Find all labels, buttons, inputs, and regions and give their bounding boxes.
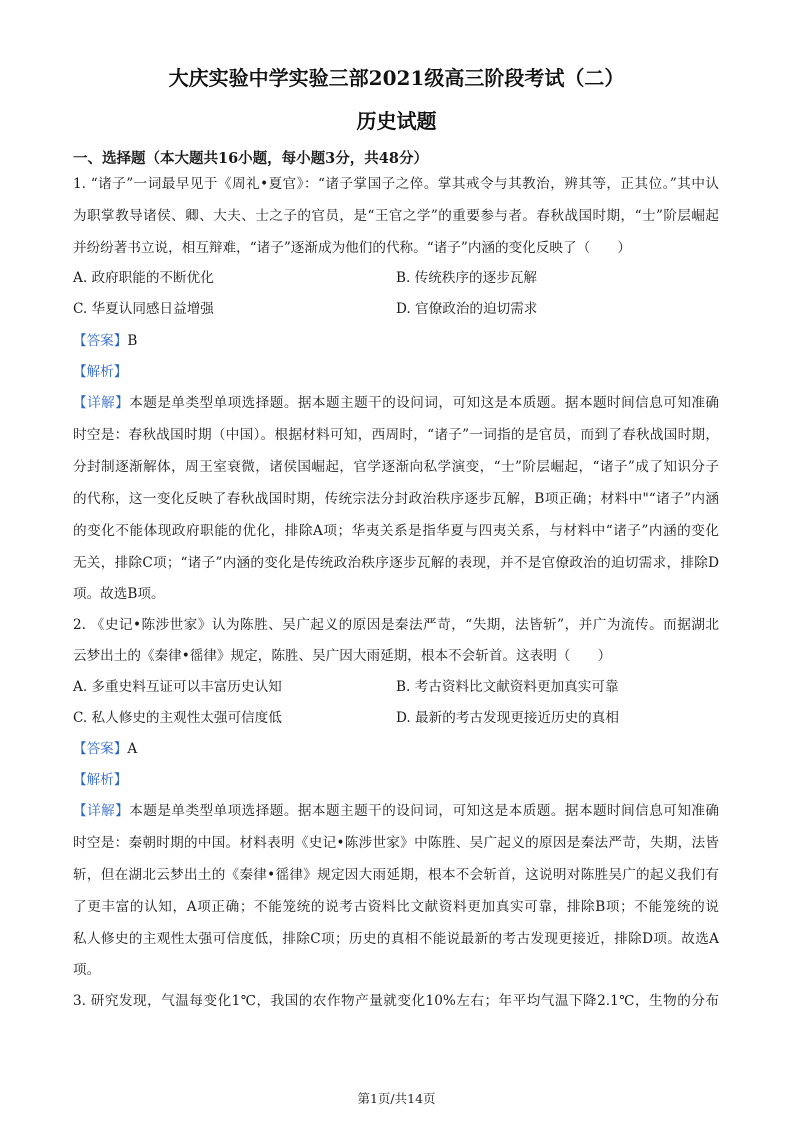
detail-tag: 【详解】: [73, 803, 130, 819]
q1-stem-line: 为职掌教导诸侯、卿、大夫、士之子的官员，是“王官之学”的重要参与者。春秋战国时期，“士”阶层崛起: [73, 208, 719, 224]
q1-detail-line: 的代称，这一变化反映了春秋战国时期，传统宗法分封政治秩序逐步瓦解，B项正确；材料中"“诸子”内涵: [73, 491, 719, 507]
q1-detail-line: 【详解】本题是单类型单项选择题。据本题主题干的设问词，可知这是本质题。据本题时间信息可知准确: [73, 395, 720, 411]
q2-analysis-tag: 【解析】: [73, 772, 128, 788]
q2-option-c: C. 私人修史的主观性太强可信度低: [73, 710, 282, 726]
q2-option-d: D. 最新的考古发现更接近历史的真相: [396, 710, 619, 726]
q3-stem-line: 3. 研究发现，气温每变化1℃，我国的农作物产量就变化10%左右；年平均气温下降2.1℃，生物的分布: [73, 993, 719, 1009]
q1-stem-line: 并纷纷著书立说，相互辩难，“诸子”逐渐成为他们的代称。“诸子”内涵的变化反映了（ ）: [73, 240, 631, 256]
q1-option-b: B. 传统秩序的逐步瓦解: [396, 270, 537, 286]
q2-option-b: B. 考古资料比文献资料更加真实可靠: [396, 679, 619, 695]
q1-detail-line: 项。故选B项。: [73, 586, 165, 602]
q1-detail-line: 时空是：春秋战国时期（中国）。根据材料可知，西周时，“诸子”一词指的是官员，而到了春秋战国时期，: [73, 427, 719, 443]
q1-detail-line: 的变化不能体现政府职能的优化，排除A项；华夷关系是指华夏与四夷关系，与材料中“诸子”内涵的变化: [73, 523, 719, 539]
answer-tag: 【答案】: [73, 333, 128, 349]
q2-detail-line: 了更丰富的认知，A项正确；不能笼统的说考古资料比文献资料更加真实可靠，排除B项；不能笼统的说: [73, 899, 719, 915]
page-number: 第1页/共14页: [357, 1091, 436, 1106]
q2-detail-line: 【详解】本题是单类型单项选择题。据本题主题干的设问词，可知这是本质题。据本题时间信息可知准确: [73, 803, 720, 819]
q2-stem-line: 2. 《史记•陈涉世家》认为陈胜、吴广起义的原因是秦法严苛，“失期，法皆斩”，并广为流传。而据湖北: [73, 617, 719, 633]
answer-value: B: [127, 333, 138, 349]
q1-option-a: A. 政府职能的不断优化: [73, 270, 214, 286]
detail-tag: 【详解】: [73, 395, 130, 411]
q1-stem-line: 1. “诸子”一词最早见于《周礼•夏官》：“诸子掌国子之倅。掌其戒令与其教治，辨其等，正其位。”其中认: [73, 176, 719, 192]
answer-value: A: [127, 741, 138, 757]
answer-tag: 【答案】: [73, 741, 128, 757]
q2-stem-line: 云梦出土的《秦律•徭律》规定，陈胜、吴广因大雨延期，根本不会斩首。这表明（ ）: [73, 648, 612, 664]
q1-option-d: D. 官僚政治的迫切需求: [396, 301, 538, 317]
exam-title: 大庆实验中学实验三部2021级高三阶段考试（二）: [168, 66, 625, 90]
section-heading: 一、选择题（本大题共16小题，每小题3分，共48分）: [73, 150, 428, 167]
q2-detail-line: 私人修史的主观性太强可信度低，排除C项；历史的真相不能说最新的考古发现更接近，排除D项。故选A: [73, 931, 719, 947]
q2-detail-line: 时空是：秦朝时期的中国。材料表明《史记•陈涉世家》中陈胜、吴广起义的原因是秦法严苛，失期，法皆: [73, 835, 719, 851]
q2-detail-line: 项。: [73, 962, 101, 978]
q2-detail-line: 斩，但在湖北云梦出土的《秦律•徭律》规定因大雨延期，根本不会斩首，这说明对陈胜吴广的起义我们有: [73, 867, 719, 883]
exam-subtitle: 历史试题: [356, 109, 437, 133]
q2-option-a: A. 多重史料互证可以丰富历史认知: [73, 679, 282, 695]
q1-option-c: C. 华夏认同感日益增强: [73, 301, 214, 317]
q1-answer: [73, 333, 137, 349]
q1-analysis-tag: 【解析】: [73, 364, 128, 380]
q1-detail-line: 无关，排除C项；“诸子”内涵的变化是传统政治秩序逐步瓦解的表现，并不是官僚政治的迫切需求，排除D: [73, 555, 719, 571]
q2-answer: [73, 741, 137, 757]
q1-detail-line: 分封制逐渐解体，周王室衰微，诸侯国崛起，官学逐渐向私学演变，“士”阶层崛起，“诸子”成了知识分子: [73, 459, 719, 475]
